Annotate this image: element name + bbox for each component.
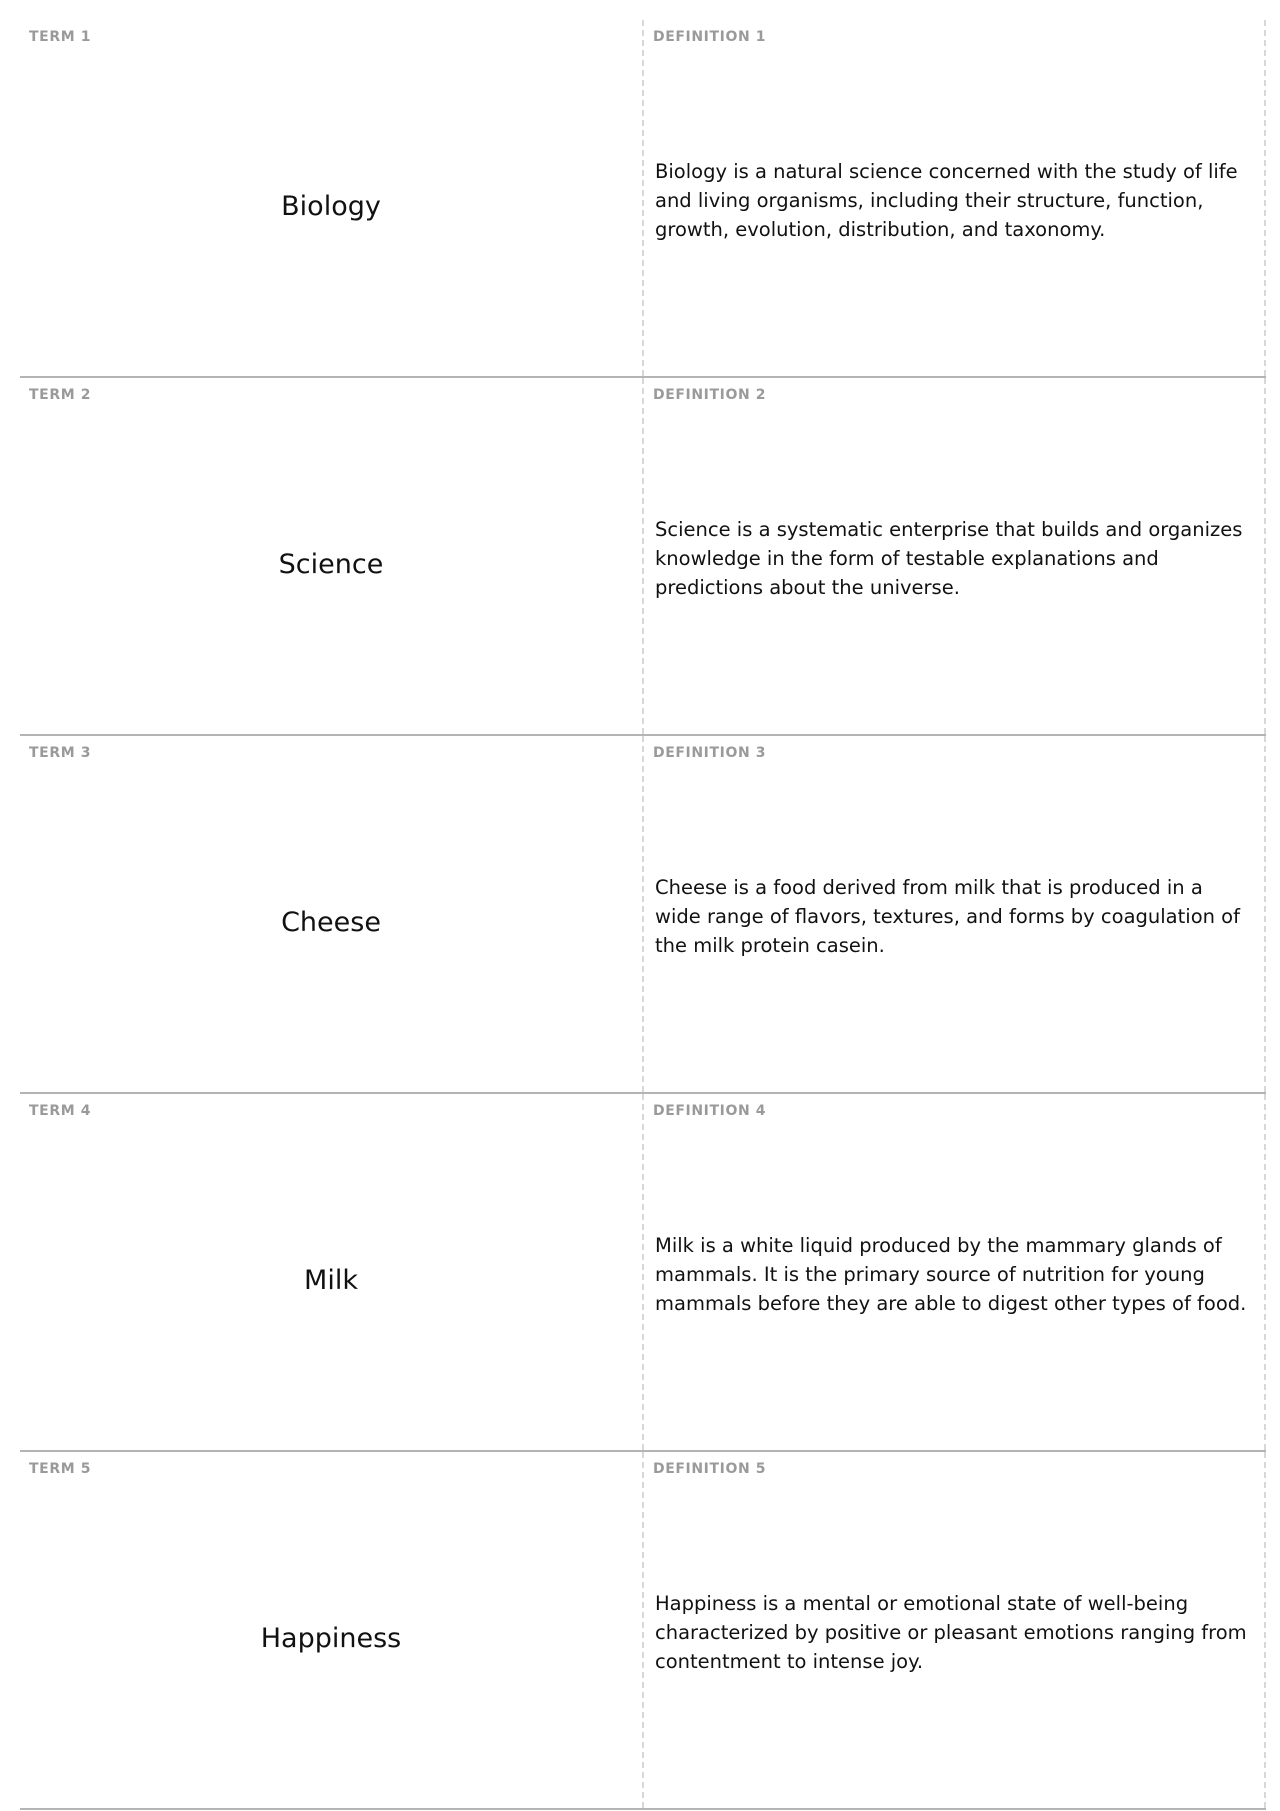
definition-label: DEFINITION 5 bbox=[653, 1461, 767, 1477]
definition-cell bbox=[644, 1452, 1266, 1808]
definition-cell bbox=[644, 20, 1266, 376]
term-cell bbox=[20, 1094, 644, 1450]
term-text: Cheese bbox=[281, 906, 381, 938]
definition-text: Biology is a natural science concerned with the study of life and living organisms, including their structure, function, growth, evolution, distribution, and taxonomy. bbox=[655, 159, 1238, 241]
term-text: Happiness bbox=[260, 1622, 402, 1654]
term-cell bbox=[20, 1452, 644, 1808]
definition-label: DEFINITION 2 bbox=[653, 387, 767, 403]
definition-text: Happiness is a mental or emotional state of well-being characterized by positive or pleasant emotions ranging from contentment to intense joy. bbox=[655, 1591, 1247, 1673]
definition-cell bbox=[644, 1094, 1266, 1450]
flashcard-row-3 bbox=[20, 736, 1266, 1094]
flashcard-row-5 bbox=[20, 1452, 1266, 1810]
definition-label: DEFINITION 3 bbox=[653, 745, 767, 761]
term-text: Milk bbox=[304, 1264, 358, 1296]
definition-label: DEFINITION 4 bbox=[653, 1103, 767, 1119]
flashcard-row-4 bbox=[20, 1094, 1266, 1452]
definition-text: Milk is a white liquid produced by the mammary glands of mammals. It is the primary source of nutrition for young mammals before they are able to digest other types of food. bbox=[655, 1233, 1247, 1315]
definition-text: Cheese is a food derived from milk that is produced in a wide range of flavors, textures, and forms by coagulation of the milk protein casein. bbox=[655, 875, 1240, 957]
flashcard-row-2 bbox=[20, 378, 1266, 736]
term-text: Science bbox=[278, 548, 384, 580]
definition-text: Science is a systematic enterprise that builds and organizes knowledge in the form of testable explanations and predictions about the universe. bbox=[655, 517, 1243, 599]
term-cell bbox=[20, 20, 644, 376]
definition-cell bbox=[644, 736, 1266, 1092]
term-label: TERM 4 bbox=[29, 1103, 92, 1119]
definition-label: DEFINITION 1 bbox=[653, 29, 767, 45]
term-label: TERM 1 bbox=[29, 29, 92, 45]
term-cell bbox=[20, 736, 644, 1092]
definition-cell bbox=[644, 378, 1266, 734]
flashcard-sheet bbox=[20, 20, 1266, 1804]
term-label: TERM 3 bbox=[29, 745, 92, 761]
flashcard-row-1 bbox=[20, 20, 1266, 378]
term-cell bbox=[20, 378, 644, 734]
term-label: TERM 5 bbox=[29, 1461, 92, 1477]
term-text: Biology bbox=[281, 190, 381, 222]
term-label: TERM 2 bbox=[29, 387, 92, 403]
